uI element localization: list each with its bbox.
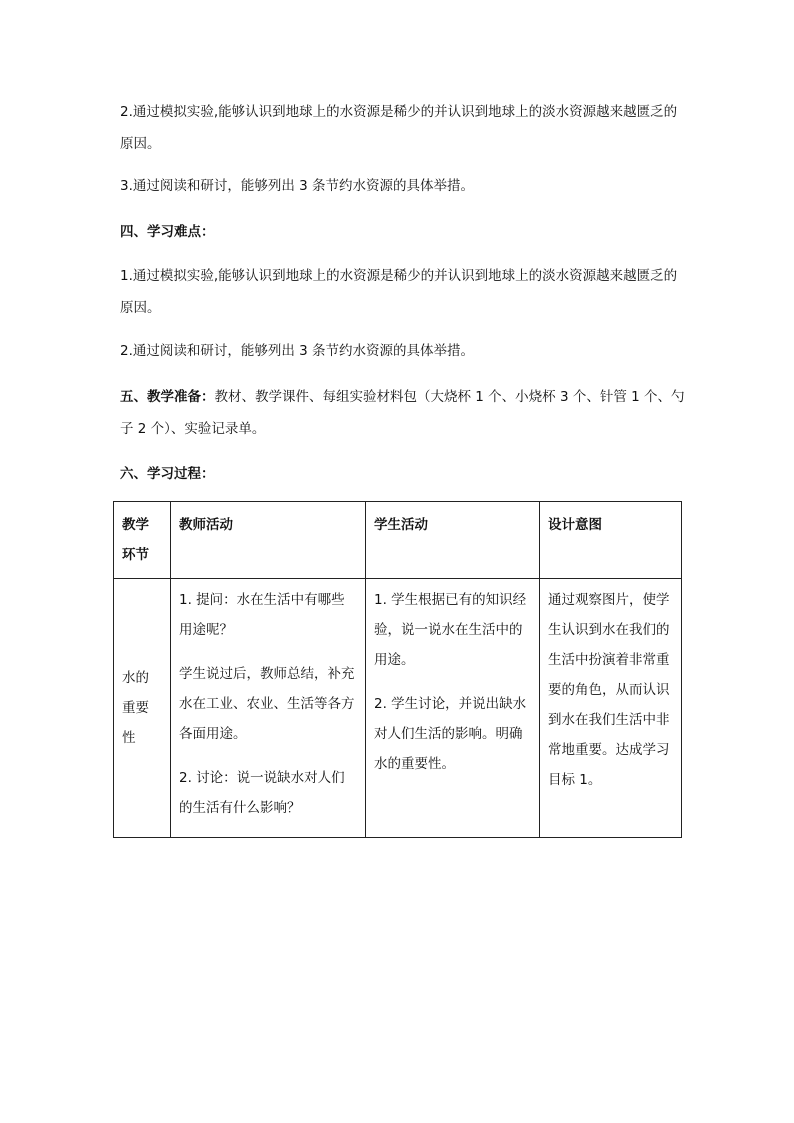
student-step-1: 1. 学生根据已有的知识经验，说一说水在生活中的用途。 [374, 592, 527, 668]
header-design-intent: 设计意图 [540, 502, 682, 579]
student-step-2: 2. 学生讨论，并说出缺水对人们生活的影响。明确水的重要性。 [374, 696, 527, 772]
cell-design-intent: 通过观察图片，使学生认识到水在我们的生活中扮演着非常重要的角色，从而认识到水在我们生活中非常地重要。达成学习目标 1。 [540, 579, 682, 838]
cell-student-activity [366, 579, 540, 838]
section-5-heading: 五、教学准备： [120, 389, 215, 405]
header-student-activity: 学生活动 [366, 502, 540, 579]
teacher-step-1: 1. 提问：水在生活中有哪些用途呢？ [179, 592, 345, 638]
teacher-step-2: 2. 讨论：说一说缺水对人们的生活有什么影响？ [179, 770, 345, 816]
difficulty-2-text: 2.通过阅读和研讨，能够列出 3 条节约水资源的具体举措。 [120, 343, 475, 359]
lesson-process-table [113, 501, 682, 838]
table-header-row [114, 502, 682, 579]
section-6-heading: 六、学习过程： [120, 466, 215, 482]
section-5-text: 教材、教学课件、每组实验材料包（大烧杯 1 个、小烧杯 3 个、针管 1 个、勺子 2 个）、实验记录单。 [120, 389, 685, 437]
difficulty-1-text: 1.通过模拟实验,能够认识到地球上的水资源是稀少的并认识到地球上的淡水资源越来越匮乏的原因。 [120, 268, 678, 316]
section-5-paragraph [120, 381, 690, 445]
header-stage: 教学环节 [114, 502, 171, 579]
teacher-step-summary: 学生说过后，教师总结，补充水在工业、农业、生活等各方各面用途。 [179, 666, 355, 742]
cell-stage: 水的重要性 [114, 579, 171, 838]
cell-teacher-activity [171, 579, 366, 838]
table-row [114, 579, 682, 838]
header-teacher-activity: 教师活动 [171, 502, 366, 579]
goal-3-text: 3.通过阅读和研讨，能够列出 3 条节约水资源的具体举措。 [120, 178, 475, 194]
goal-2-text: 2.通过模拟实验,能够认识到地球上的水资源是稀少的并认识到地球上的淡水资源越来越匮乏的原因。 [120, 104, 678, 152]
section-4-heading: 四、学习难点： [120, 224, 215, 240]
